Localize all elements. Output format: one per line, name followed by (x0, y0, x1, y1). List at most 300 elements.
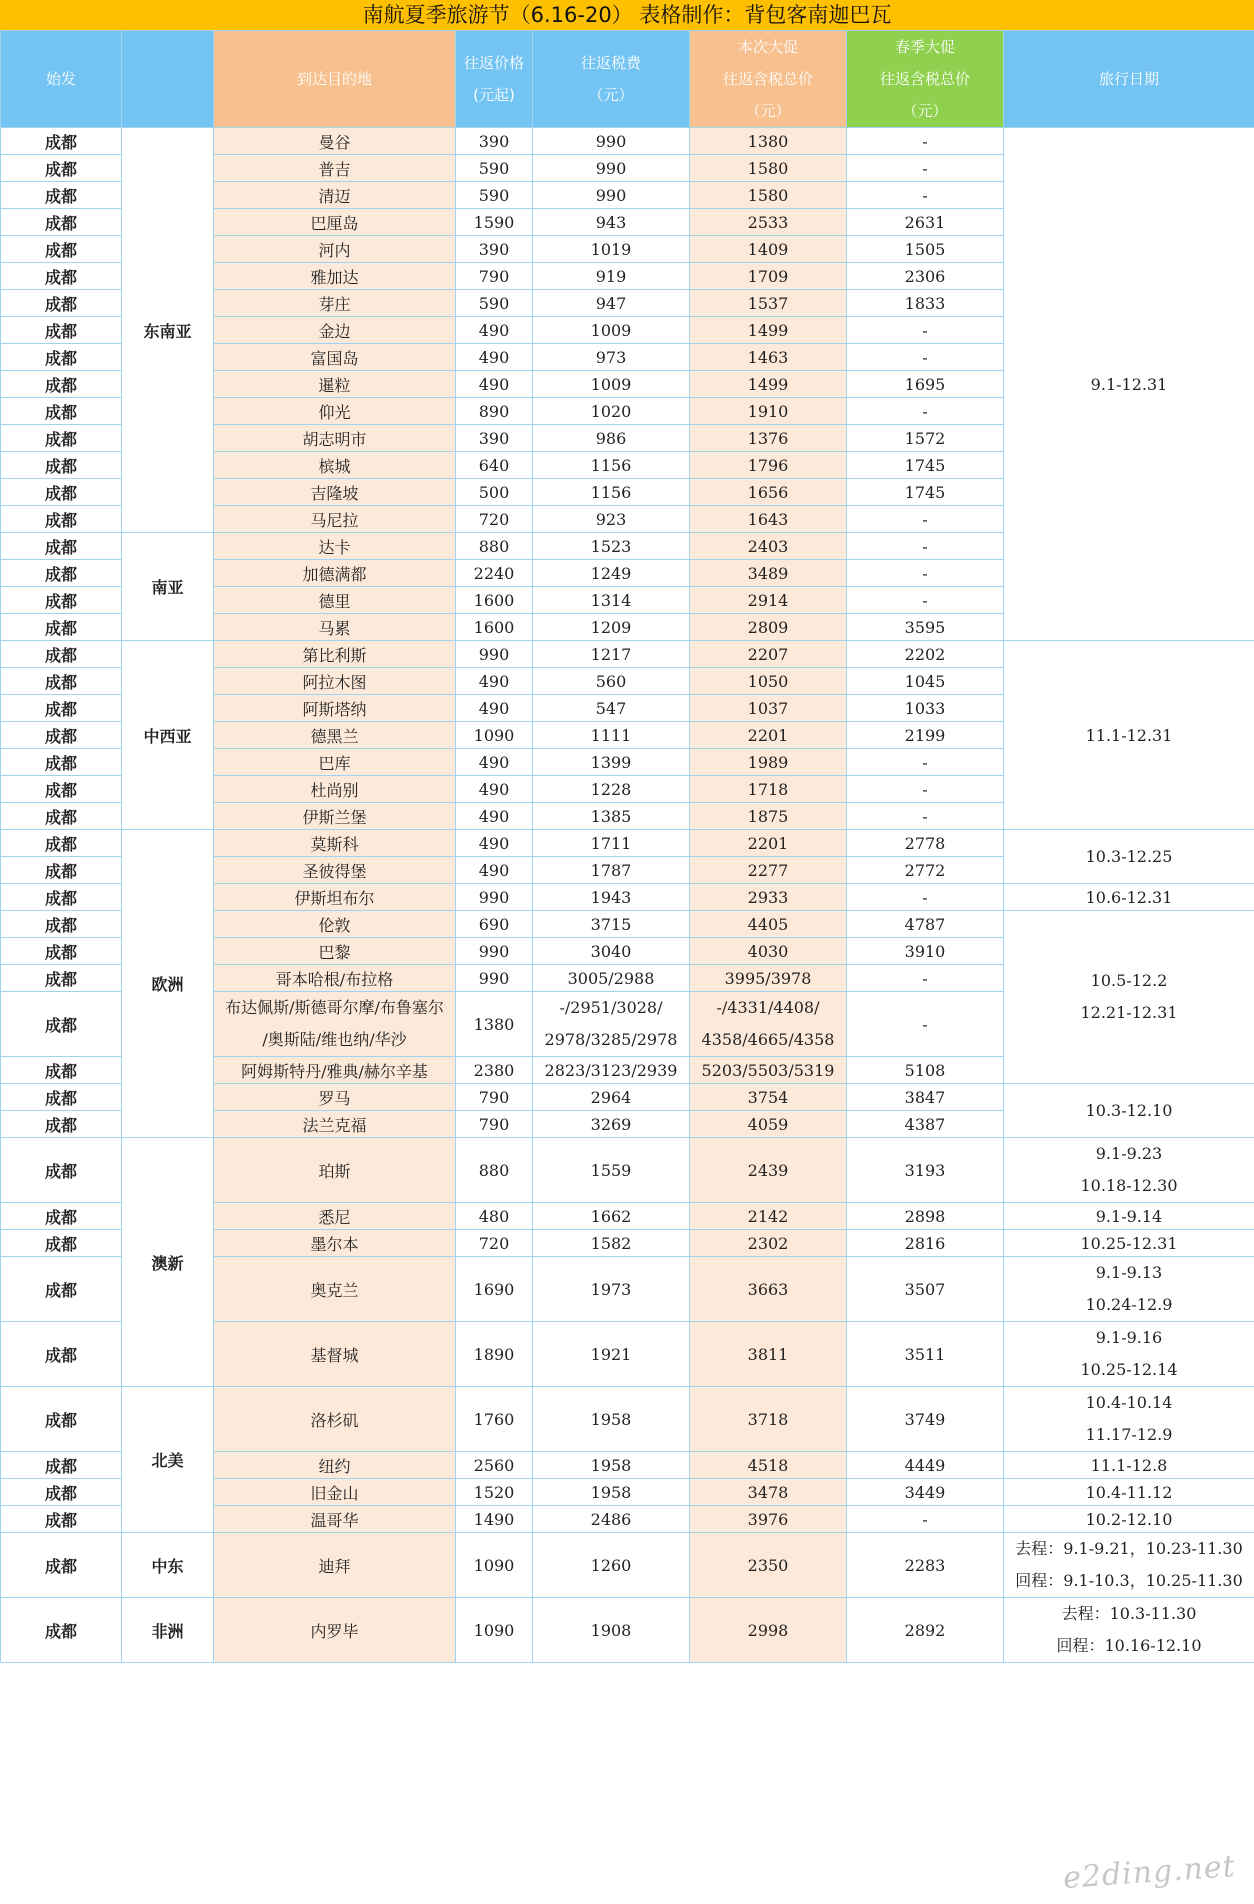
promo-total-cell: 3718 (690, 1387, 847, 1452)
travel-date-cell: 10.6-12.31 (1004, 884, 1254, 911)
depart-cell: 成都 (1, 128, 122, 155)
travel-date-cell: 10.4-11.12 (1004, 1479, 1254, 1506)
destination-cell: 清迈 (214, 182, 456, 209)
price-cell: 490 (456, 803, 533, 830)
price-cell: 490 (456, 668, 533, 695)
destination-cell: 内罗毕 (214, 1598, 456, 1663)
spring-total-cell: 3193 (847, 1138, 1004, 1203)
tax-cell: -/2951/3028/ 2978/3285/2978 (533, 992, 690, 1057)
tax-cell: 1217 (533, 641, 690, 668)
promo-total-cell: 4405 (690, 911, 847, 938)
price-cell: 1090 (456, 1598, 533, 1663)
table-row (1, 128, 1254, 155)
depart-cell: 成都 (1, 1257, 122, 1322)
tax-cell: 1958 (533, 1387, 690, 1452)
spring-total-cell: - (847, 317, 1004, 344)
promo-total-cell: 1656 (690, 479, 847, 506)
spring-total-cell: 2898 (847, 1203, 1004, 1230)
travel-date-cell: 11.1-12.31 (1004, 641, 1254, 830)
spring-total-cell: 3749 (847, 1387, 1004, 1452)
tax-cell: 1662 (533, 1203, 690, 1230)
promo-total-cell: 1875 (690, 803, 847, 830)
destination-cell: 洛杉矶 (214, 1387, 456, 1452)
depart-cell: 成都 (1, 695, 122, 722)
spring-total-cell: 3449 (847, 1479, 1004, 1506)
tax-cell: 2823/3123/2939 (533, 1057, 690, 1084)
depart-cell: 成都 (1, 938, 122, 965)
destination-cell: 布达佩斯/斯德哥尔摩/布鲁塞尔 /奥斯陆/维也纳/华沙 (214, 992, 456, 1057)
price-cell: 490 (456, 776, 533, 803)
tax-cell: 1111 (533, 722, 690, 749)
depart-cell: 成都 (1, 1533, 122, 1598)
region-cell: 非洲 (122, 1598, 214, 1663)
destination-cell: 珀斯 (214, 1138, 456, 1203)
spring-total-cell: 2816 (847, 1230, 1004, 1257)
depart-cell: 成都 (1, 560, 122, 587)
header-date: 旅行日期 (1004, 31, 1254, 128)
table-row (1, 1533, 1254, 1598)
destination-cell: 胡志明市 (214, 425, 456, 452)
header-tax: 往返税费 （元） (533, 31, 690, 128)
depart-cell: 成都 (1, 1322, 122, 1387)
table-row (1, 1387, 1254, 1452)
promo-total-cell: 2142 (690, 1203, 847, 1230)
spring-total-cell: 2283 (847, 1533, 1004, 1598)
tax-cell: 1020 (533, 398, 690, 425)
spring-total-cell: - (847, 884, 1004, 911)
spring-total-cell: - (847, 533, 1004, 560)
travel-date-cell: 9.1-9.14 (1004, 1203, 1254, 1230)
depart-cell: 成都 (1, 614, 122, 641)
travel-date-cell: 11.1-12.8 (1004, 1452, 1254, 1479)
price-cell: 2560 (456, 1452, 533, 1479)
price-cell: 690 (456, 911, 533, 938)
table-body (1, 128, 1254, 1663)
depart-cell: 成都 (1, 1138, 122, 1203)
spring-total-cell: 1045 (847, 668, 1004, 695)
destination-cell: 墨尔本 (214, 1230, 456, 1257)
tax-cell: 3005/2988 (533, 965, 690, 992)
tax-cell: 1009 (533, 371, 690, 398)
destination-cell: 普吉 (214, 155, 456, 182)
tax-cell: 3040 (533, 938, 690, 965)
spring-total-cell: - (847, 992, 1004, 1057)
tax-cell: 986 (533, 425, 690, 452)
depart-cell: 成都 (1, 641, 122, 668)
destination-cell: 伦敦 (214, 911, 456, 938)
price-cell: 490 (456, 830, 533, 857)
tax-cell: 1958 (533, 1479, 690, 1506)
promo-total-cell: 2201 (690, 722, 847, 749)
depart-cell: 成都 (1, 317, 122, 344)
header-price: 往返价格 (元起) (456, 31, 533, 128)
promo-total-cell: 1796 (690, 452, 847, 479)
spring-total-cell: - (847, 749, 1004, 776)
destination-cell: 旧金山 (214, 1479, 456, 1506)
promo-total-cell: 4059 (690, 1111, 847, 1138)
tax-cell: 923 (533, 506, 690, 533)
travel-date-cell: 去程：10.3-11.30 回程：10.16-12.10 (1004, 1598, 1254, 1663)
destination-cell: 阿斯塔纳 (214, 695, 456, 722)
price-cell: 790 (456, 263, 533, 290)
price-cell: 1520 (456, 1479, 533, 1506)
depart-cell: 成都 (1, 398, 122, 425)
destination-cell: 富国岛 (214, 344, 456, 371)
depart-cell: 成都 (1, 587, 122, 614)
spring-total-cell: 1833 (847, 290, 1004, 317)
depart-cell: 成都 (1, 479, 122, 506)
travel-date-cell: 10.4-10.14 11.17-12.9 (1004, 1387, 1254, 1452)
header-spring: 春季大促 往返含税总价 （元） (847, 31, 1004, 128)
depart-cell: 成都 (1, 965, 122, 992)
tax-cell: 3715 (533, 911, 690, 938)
header-row (1, 31, 1254, 128)
price-cell: 490 (456, 857, 533, 884)
destination-cell: 悉尼 (214, 1203, 456, 1230)
price-cell: 640 (456, 452, 533, 479)
destination-cell: 奥克兰 (214, 1257, 456, 1322)
destination-cell: 法兰克福 (214, 1111, 456, 1138)
depart-cell: 成都 (1, 425, 122, 452)
travel-date-cell: 10.2-12.10 (1004, 1506, 1254, 1533)
depart-cell: 成都 (1, 182, 122, 209)
destination-cell: 基督城 (214, 1322, 456, 1387)
spring-total-cell: 1695 (847, 371, 1004, 398)
promo-total-cell: 1050 (690, 668, 847, 695)
spring-total-cell: 1572 (847, 425, 1004, 452)
promo-total-cell: 1537 (690, 290, 847, 317)
promo-total-cell: 4030 (690, 938, 847, 965)
tax-cell: 1958 (533, 1452, 690, 1479)
price-cell: 1090 (456, 722, 533, 749)
tax-cell: 990 (533, 155, 690, 182)
tax-cell: 1385 (533, 803, 690, 830)
tax-cell: 1523 (533, 533, 690, 560)
tax-cell: 1559 (533, 1138, 690, 1203)
spring-total-cell: 1033 (847, 695, 1004, 722)
spring-total-cell: 1505 (847, 236, 1004, 263)
promo-total-cell: 1580 (690, 155, 847, 182)
depart-cell: 成都 (1, 857, 122, 884)
spring-total-cell: 2199 (847, 722, 1004, 749)
destination-cell: 罗马 (214, 1084, 456, 1111)
price-cell: 1090 (456, 1533, 533, 1598)
spring-total-cell: 4449 (847, 1452, 1004, 1479)
promo-total-cell: 2933 (690, 884, 847, 911)
promo-total-cell: 1643 (690, 506, 847, 533)
spring-total-cell: - (847, 776, 1004, 803)
price-cell: 880 (456, 533, 533, 560)
region-cell: 中西亚 (122, 641, 214, 830)
destination-cell: 雅加达 (214, 263, 456, 290)
price-cell: 590 (456, 182, 533, 209)
promo-total-cell: 2350 (690, 1533, 847, 1598)
destination-cell: 第比利斯 (214, 641, 456, 668)
destination-cell: 德里 (214, 587, 456, 614)
price-cell: 1690 (456, 1257, 533, 1322)
price-cell: 390 (456, 236, 533, 263)
table-row (1, 1598, 1254, 1663)
price-cell: 1600 (456, 587, 533, 614)
promo-total-cell: 4518 (690, 1452, 847, 1479)
tax-cell: 1260 (533, 1533, 690, 1598)
promo-total-cell: 2201 (690, 830, 847, 857)
spring-total-cell: - (847, 560, 1004, 587)
depart-cell: 成都 (1, 1230, 122, 1257)
destination-cell: 哥本哈根/布拉格 (214, 965, 456, 992)
tax-cell: 1009 (533, 317, 690, 344)
destination-cell: 达卡 (214, 533, 456, 560)
depart-cell: 成都 (1, 1452, 122, 1479)
tax-cell: 1582 (533, 1230, 690, 1257)
spring-total-cell: 3910 (847, 938, 1004, 965)
tax-cell: 1228 (533, 776, 690, 803)
depart-cell: 成都 (1, 1598, 122, 1663)
depart-cell: 成都 (1, 749, 122, 776)
spring-total-cell: 5108 (847, 1057, 1004, 1084)
header-dest: 到达目的地 (214, 31, 456, 128)
price-cell: 590 (456, 290, 533, 317)
destination-cell: 阿拉木图 (214, 668, 456, 695)
tax-cell: 1019 (533, 236, 690, 263)
destination-cell: 莫斯科 (214, 830, 456, 857)
tax-cell: 1943 (533, 884, 690, 911)
promo-total-cell: 5203/5503/5319 (690, 1057, 847, 1084)
spring-total-cell: - (847, 965, 1004, 992)
promo-total-cell: 2302 (690, 1230, 847, 1257)
spring-total-cell: 2892 (847, 1598, 1004, 1663)
depart-cell: 成都 (1, 884, 122, 911)
price-cell: 720 (456, 1230, 533, 1257)
depart-cell: 成都 (1, 290, 122, 317)
price-cell: 490 (456, 317, 533, 344)
table-row (1, 1138, 1254, 1203)
destination-cell: 巴库 (214, 749, 456, 776)
tax-cell: 1249 (533, 560, 690, 587)
tax-cell: 1156 (533, 452, 690, 479)
price-cell: 490 (456, 371, 533, 398)
travel-date-cell: 9.1-12.31 (1004, 128, 1254, 641)
depart-cell: 成都 (1, 1506, 122, 1533)
depart-cell: 成都 (1, 911, 122, 938)
destination-cell: 加德满都 (214, 560, 456, 587)
travel-date-cell: 9.1-9.23 10.18-12.30 (1004, 1138, 1254, 1203)
depart-cell: 成都 (1, 209, 122, 236)
destination-cell: 温哥华 (214, 1506, 456, 1533)
tax-cell: 990 (533, 182, 690, 209)
promo-total-cell: 2914 (690, 587, 847, 614)
price-cell: 990 (456, 641, 533, 668)
table-row (1, 830, 1254, 857)
tax-cell: 1156 (533, 479, 690, 506)
tax-cell: 947 (533, 290, 690, 317)
promo-total-cell: 3663 (690, 1257, 847, 1322)
depart-cell: 成都 (1, 155, 122, 182)
price-cell: 390 (456, 425, 533, 452)
spring-total-cell: - (847, 398, 1004, 425)
depart-cell: 成都 (1, 1479, 122, 1506)
price-cell: 990 (456, 965, 533, 992)
promo-total-cell: 3478 (690, 1479, 847, 1506)
price-cell: 790 (456, 1111, 533, 1138)
spring-total-cell: 4387 (847, 1111, 1004, 1138)
depart-cell: 成都 (1, 1387, 122, 1452)
promo-total-cell: 2403 (690, 533, 847, 560)
destination-cell: 暹粒 (214, 371, 456, 398)
price-cell: 590 (456, 155, 533, 182)
price-cell: 490 (456, 695, 533, 722)
depart-cell: 成都 (1, 776, 122, 803)
depart-cell: 成都 (1, 1111, 122, 1138)
header-depart: 始发 (1, 31, 122, 128)
promo-total-cell: 2207 (690, 641, 847, 668)
region-cell: 东南亚 (122, 128, 214, 533)
depart-cell: 成都 (1, 1203, 122, 1230)
promo-total-cell: 1409 (690, 236, 847, 263)
spring-total-cell: 3595 (847, 614, 1004, 641)
promo-total-cell: 2998 (690, 1598, 847, 1663)
travel-date-cell: 去程：9.1-9.21，10.23-11.30 回程：9.1-10.3，10.25-11.30 (1004, 1533, 1254, 1598)
destination-cell: 芽庄 (214, 290, 456, 317)
tax-cell: 560 (533, 668, 690, 695)
depart-cell: 成都 (1, 533, 122, 560)
spring-total-cell: - (847, 803, 1004, 830)
price-cell: 1600 (456, 614, 533, 641)
tax-cell: 2486 (533, 1506, 690, 1533)
promo-total-cell: 1709 (690, 263, 847, 290)
promo-total-cell: 3811 (690, 1322, 847, 1387)
tax-cell: 973 (533, 344, 690, 371)
region-cell: 欧洲 (122, 830, 214, 1138)
tax-cell: 3269 (533, 1111, 690, 1138)
destination-cell: 巴厘岛 (214, 209, 456, 236)
destination-cell: 仰光 (214, 398, 456, 425)
promo-total-cell: 1989 (690, 749, 847, 776)
travel-date-cell: 10.3-12.25 (1004, 830, 1254, 884)
price-cell: 1380 (456, 992, 533, 1057)
spring-total-cell: - (847, 344, 1004, 371)
depart-cell: 成都 (1, 371, 122, 398)
spring-total-cell: 4787 (847, 911, 1004, 938)
promo-total-cell: 3754 (690, 1084, 847, 1111)
table-title: 南航夏季旅游节（6.16-20） 表格制作：背包客南迦巴瓦 (0, 0, 1254, 30)
tax-cell: 1209 (533, 614, 690, 641)
spring-total-cell: - (847, 506, 1004, 533)
tax-cell: 919 (533, 263, 690, 290)
tax-cell: 1973 (533, 1257, 690, 1322)
tax-cell: 990 (533, 128, 690, 155)
destination-cell: 纽约 (214, 1452, 456, 1479)
tax-cell: 1314 (533, 587, 690, 614)
tax-cell: 1921 (533, 1322, 690, 1387)
depart-cell: 成都 (1, 1084, 122, 1111)
spring-total-cell: - (847, 1506, 1004, 1533)
price-cell: 890 (456, 398, 533, 425)
spring-total-cell: - (847, 128, 1004, 155)
price-cell: 490 (456, 749, 533, 776)
spring-total-cell: 2306 (847, 263, 1004, 290)
depart-cell: 成都 (1, 236, 122, 263)
spring-total-cell: 3847 (847, 1084, 1004, 1111)
promo-total-cell: 3976 (690, 1506, 847, 1533)
destination-cell: 曼谷 (214, 128, 456, 155)
depart-cell: 成都 (1, 722, 122, 749)
spring-total-cell: 1745 (847, 479, 1004, 506)
price-cell: 990 (456, 938, 533, 965)
promo-total-cell: -/4331/4408/ 4358/4665/4358 (690, 992, 847, 1057)
promo-total-cell: 3489 (690, 560, 847, 587)
price-cell: 390 (456, 128, 533, 155)
tax-cell: 943 (533, 209, 690, 236)
depart-cell: 成都 (1, 668, 122, 695)
spring-total-cell: - (847, 182, 1004, 209)
destination-cell: 巴黎 (214, 938, 456, 965)
travel-date-cell: 10.25-12.31 (1004, 1230, 1254, 1257)
region-cell: 中东 (122, 1533, 214, 1598)
depart-cell: 成都 (1, 506, 122, 533)
watermark: e2ding.net (1062, 1849, 1238, 1896)
tax-cell: 1787 (533, 857, 690, 884)
promo-total-cell: 1718 (690, 776, 847, 803)
travel-date-cell: 10.3-12.10 (1004, 1084, 1254, 1138)
region-cell: 北美 (122, 1387, 214, 1533)
depart-cell: 成都 (1, 992, 122, 1057)
destination-cell: 马尼拉 (214, 506, 456, 533)
destination-cell: 伊斯坦布尔 (214, 884, 456, 911)
table-row (1, 641, 1254, 668)
region-cell: 澳新 (122, 1138, 214, 1387)
price-cell: 490 (456, 344, 533, 371)
price-cell: 500 (456, 479, 533, 506)
promo-total-cell: 2533 (690, 209, 847, 236)
promo-total-cell: 1037 (690, 695, 847, 722)
depart-cell: 成都 (1, 803, 122, 830)
price-cell: 720 (456, 506, 533, 533)
travel-date-cell: 9.1-9.13 10.24-12.9 (1004, 1257, 1254, 1322)
price-cell: 480 (456, 1203, 533, 1230)
tax-cell: 1908 (533, 1598, 690, 1663)
destination-cell: 迪拜 (214, 1533, 456, 1598)
destination-cell: 伊斯兰堡 (214, 803, 456, 830)
depart-cell: 成都 (1, 830, 122, 857)
spring-total-cell: - (847, 587, 1004, 614)
tax-cell: 1711 (533, 830, 690, 857)
destination-cell: 阿姆斯特丹/雅典/赫尔辛基 (214, 1057, 456, 1084)
tax-cell: 2964 (533, 1084, 690, 1111)
promo-total-cell: 2809 (690, 614, 847, 641)
spring-total-cell: 2772 (847, 857, 1004, 884)
promo-total-cell: 1910 (690, 398, 847, 425)
depart-cell: 成都 (1, 452, 122, 479)
promo-total-cell: 2277 (690, 857, 847, 884)
price-cell: 1890 (456, 1322, 533, 1387)
promo-total-cell: 1499 (690, 371, 847, 398)
spring-total-cell: 3511 (847, 1322, 1004, 1387)
depart-cell: 成都 (1, 1057, 122, 1084)
price-cell: 1490 (456, 1506, 533, 1533)
price-cell: 880 (456, 1138, 533, 1203)
destination-cell: 德黑兰 (214, 722, 456, 749)
promo-total-cell: 1380 (690, 128, 847, 155)
destination-cell: 金边 (214, 317, 456, 344)
tax-cell: 547 (533, 695, 690, 722)
spring-total-cell: 2202 (847, 641, 1004, 668)
spring-total-cell: 1745 (847, 452, 1004, 479)
fare-table (0, 30, 1254, 1663)
price-cell: 1760 (456, 1387, 533, 1452)
destination-cell: 杜尚别 (214, 776, 456, 803)
price-cell: 2240 (456, 560, 533, 587)
